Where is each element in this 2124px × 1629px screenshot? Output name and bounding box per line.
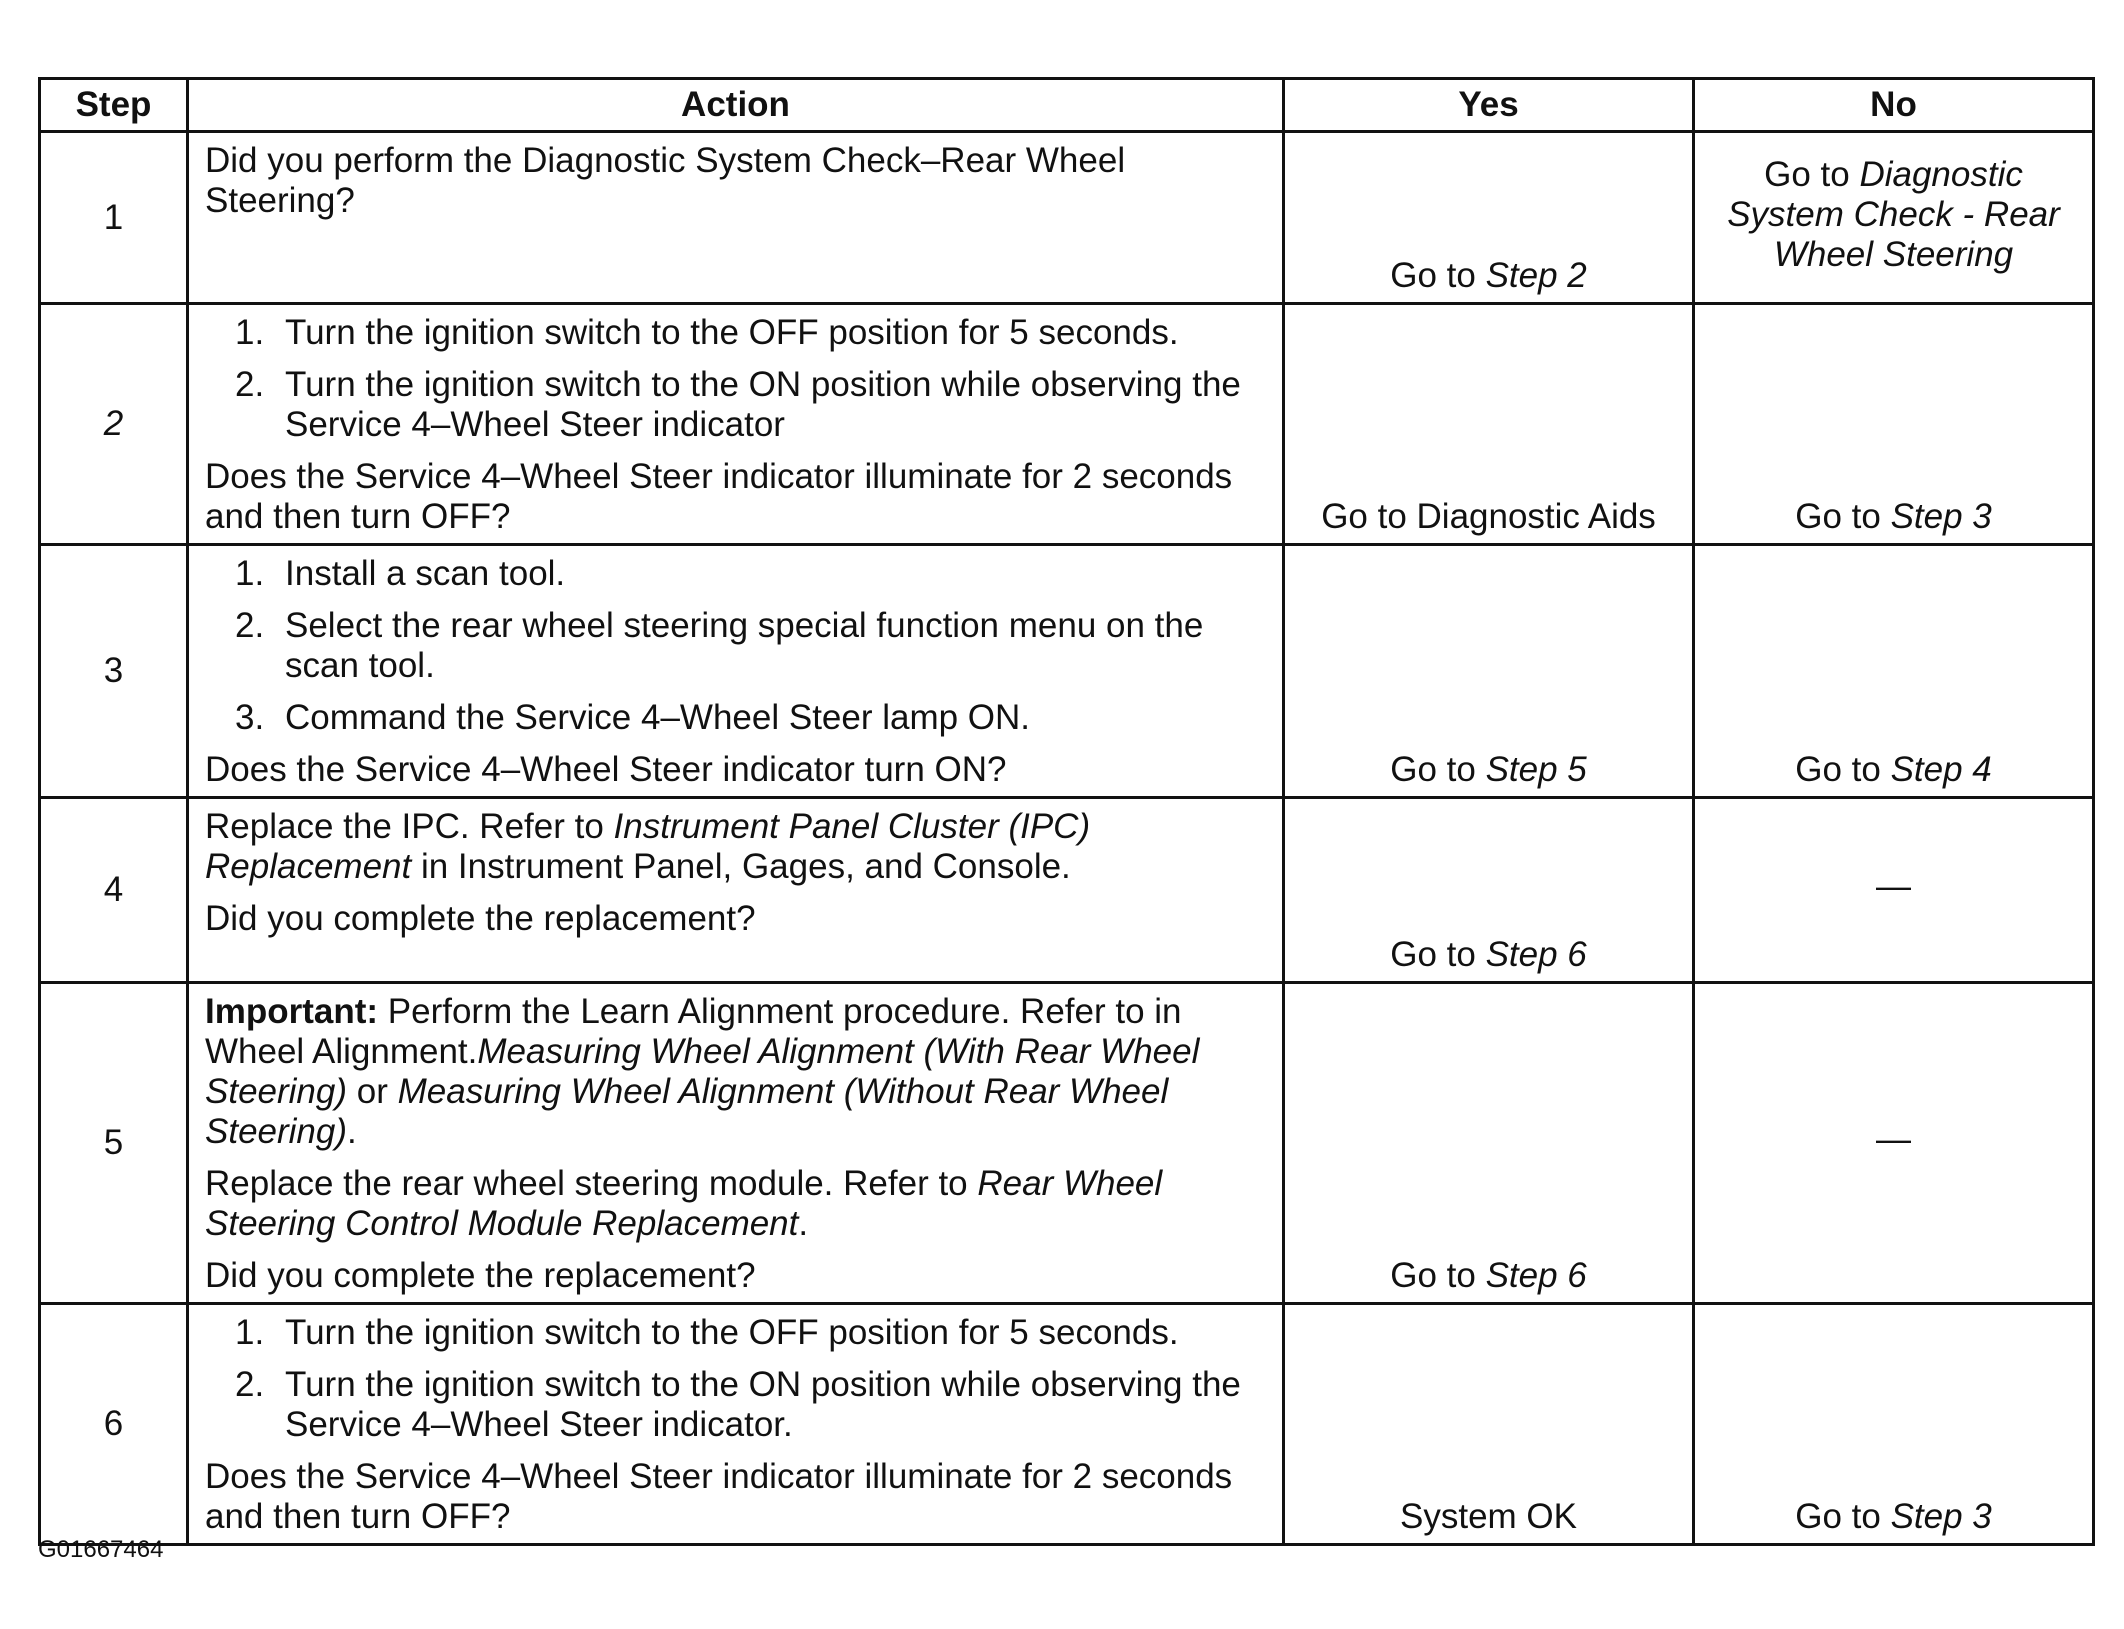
yes-cell bbox=[1284, 545, 1694, 798]
important-note: Important: Perform the Learn Alignment procedure. Refer to in Wheel Alignment.Measuring Wheel Alignment (With Rear Wheel Steering) or Measuring Wheel Alignment (Without Rear Wheel Steering). bbox=[205, 992, 1200, 1151]
table-row bbox=[40, 304, 2094, 545]
yes-link[interactable]: Step 6 bbox=[1485, 935, 1587, 974]
reference-link[interactable]: Measuring Wheel Alignment (Without Rear Wheel Steering) bbox=[205, 1072, 1169, 1151]
diagnostic-table bbox=[38, 77, 2095, 1546]
no-cell bbox=[1694, 1304, 2094, 1545]
header-action: Action bbox=[188, 79, 1284, 132]
table-row bbox=[40, 545, 2094, 798]
action-question: Does the Service 4–Wheel Steer indicator illuminate for 2 seconds and then turn OFF? bbox=[205, 457, 1233, 536]
yes-cell bbox=[1284, 983, 1694, 1304]
no-cell bbox=[1694, 545, 2094, 798]
action-step: 2. Turn the ignition switch to the ON position while observing the Service 4–Wheel Steer indicator. bbox=[235, 1365, 1241, 1444]
action-step: 2. Turn the ignition switch to the ON position while observing the Service 4–Wheel Steer indicator bbox=[235, 365, 1241, 444]
yes-prefix: Go to bbox=[1390, 750, 1486, 789]
step-number: 6 bbox=[40, 1304, 188, 1545]
step-number: 5 bbox=[40, 983, 188, 1304]
no-cell: — bbox=[1694, 798, 2094, 983]
action-cell bbox=[188, 983, 1284, 1304]
action-text: Replace the rear wheel steering module. Refer to Rear Wheel Steering Control Module Replacement. bbox=[205, 1164, 1163, 1243]
action-cell bbox=[188, 798, 1284, 983]
no-link[interactable]: Diagnostic System Check - Rear Wheel Steering bbox=[1727, 154, 2060, 274]
figure-id: G01667464 bbox=[38, 1536, 164, 1563]
action-question: Did you complete the replacement? bbox=[205, 1256, 756, 1295]
action-text: Did you perform the Diagnostic System Check–Rear Wheel Steering? bbox=[205, 141, 1126, 220]
yes-prefix: Go to bbox=[1390, 256, 1486, 295]
header-no: No bbox=[1694, 79, 2094, 132]
action-steps bbox=[205, 313, 1266, 445]
no-link[interactable]: Step 3 bbox=[1890, 497, 1992, 536]
action-steps bbox=[205, 1313, 1266, 1445]
action-question: Did you complete the replacement? bbox=[205, 899, 756, 938]
important-label: Important: bbox=[205, 992, 379, 1031]
action-cell bbox=[188, 304, 1284, 545]
table-row bbox=[40, 1304, 2094, 1545]
no-link[interactable]: Step 3 bbox=[1890, 1497, 1992, 1536]
yes-cell[interactable]: Go to Diagnostic Aids bbox=[1284, 304, 1694, 545]
reference-link[interactable]: Instrument Panel Cluster (IPC) Replacement bbox=[205, 807, 1091, 886]
action-cell bbox=[188, 545, 1284, 798]
action-cell bbox=[188, 132, 1284, 304]
yes-cell: System OK bbox=[1284, 1304, 1694, 1545]
no-prefix: Go to bbox=[1795, 750, 1891, 789]
action-step: 1. Turn the ignition switch to the OFF position for 5 seconds. bbox=[235, 1313, 1179, 1352]
reference-link[interactable]: Measuring Wheel Alignment (With Rear Wheel Steering) bbox=[205, 1032, 1200, 1111]
no-link[interactable]: Step 4 bbox=[1890, 750, 1992, 789]
step-number: 3 bbox=[40, 545, 188, 798]
header-row bbox=[40, 79, 2094, 132]
yes-link[interactable]: Step 5 bbox=[1485, 750, 1587, 789]
action-question: Does the Service 4–Wheel Steer indicator illuminate for 2 seconds and then turn OFF? bbox=[205, 1457, 1233, 1536]
table-row bbox=[40, 983, 2094, 1304]
yes-cell bbox=[1284, 132, 1694, 304]
no-prefix: Go to bbox=[1764, 154, 1860, 194]
reference-link[interactable]: Rear Wheel Steering Control Module Replacement bbox=[205, 1164, 1163, 1243]
header-step: Step bbox=[40, 79, 188, 132]
no-cell bbox=[1694, 304, 2094, 545]
action-step: 1. Turn the ignition switch to the OFF position for 5 seconds. bbox=[235, 313, 1179, 352]
action-step: 3. Command the Service 4–Wheel Steer lamp ON. bbox=[235, 698, 1031, 737]
no-cell: — bbox=[1694, 983, 2094, 1304]
table-row bbox=[40, 798, 2094, 983]
action-text: Replace the IPC. Refer to Instrument Panel Cluster (IPC) Replacement in Instrument Panel, Gages, and Console. bbox=[205, 807, 1091, 886]
step-number: 2 bbox=[40, 304, 188, 545]
action-steps bbox=[205, 554, 1266, 738]
header-yes: Yes bbox=[1284, 79, 1694, 132]
yes-cell bbox=[1284, 798, 1694, 983]
no-prefix: Go to bbox=[1795, 1497, 1891, 1536]
table-row bbox=[40, 132, 2094, 304]
no-prefix: Go to bbox=[1795, 497, 1891, 536]
no-cell bbox=[1694, 132, 2094, 304]
yes-prefix: Go to bbox=[1390, 1256, 1486, 1295]
action-step: 1. Install a scan tool. bbox=[235, 554, 566, 593]
action-question: Does the Service 4–Wheel Steer indicator turn ON? bbox=[205, 750, 1007, 789]
step-number: 1 bbox=[40, 132, 188, 304]
step-number: 4 bbox=[40, 798, 188, 983]
yes-prefix: Go to bbox=[1390, 935, 1486, 974]
yes-link[interactable]: Step 2 bbox=[1485, 256, 1587, 295]
action-step: 2. Select the rear wheel steering special function menu on the scan tool. bbox=[235, 606, 1204, 685]
action-cell bbox=[188, 1304, 1284, 1545]
yes-link[interactable]: Step 6 bbox=[1485, 1256, 1587, 1295]
